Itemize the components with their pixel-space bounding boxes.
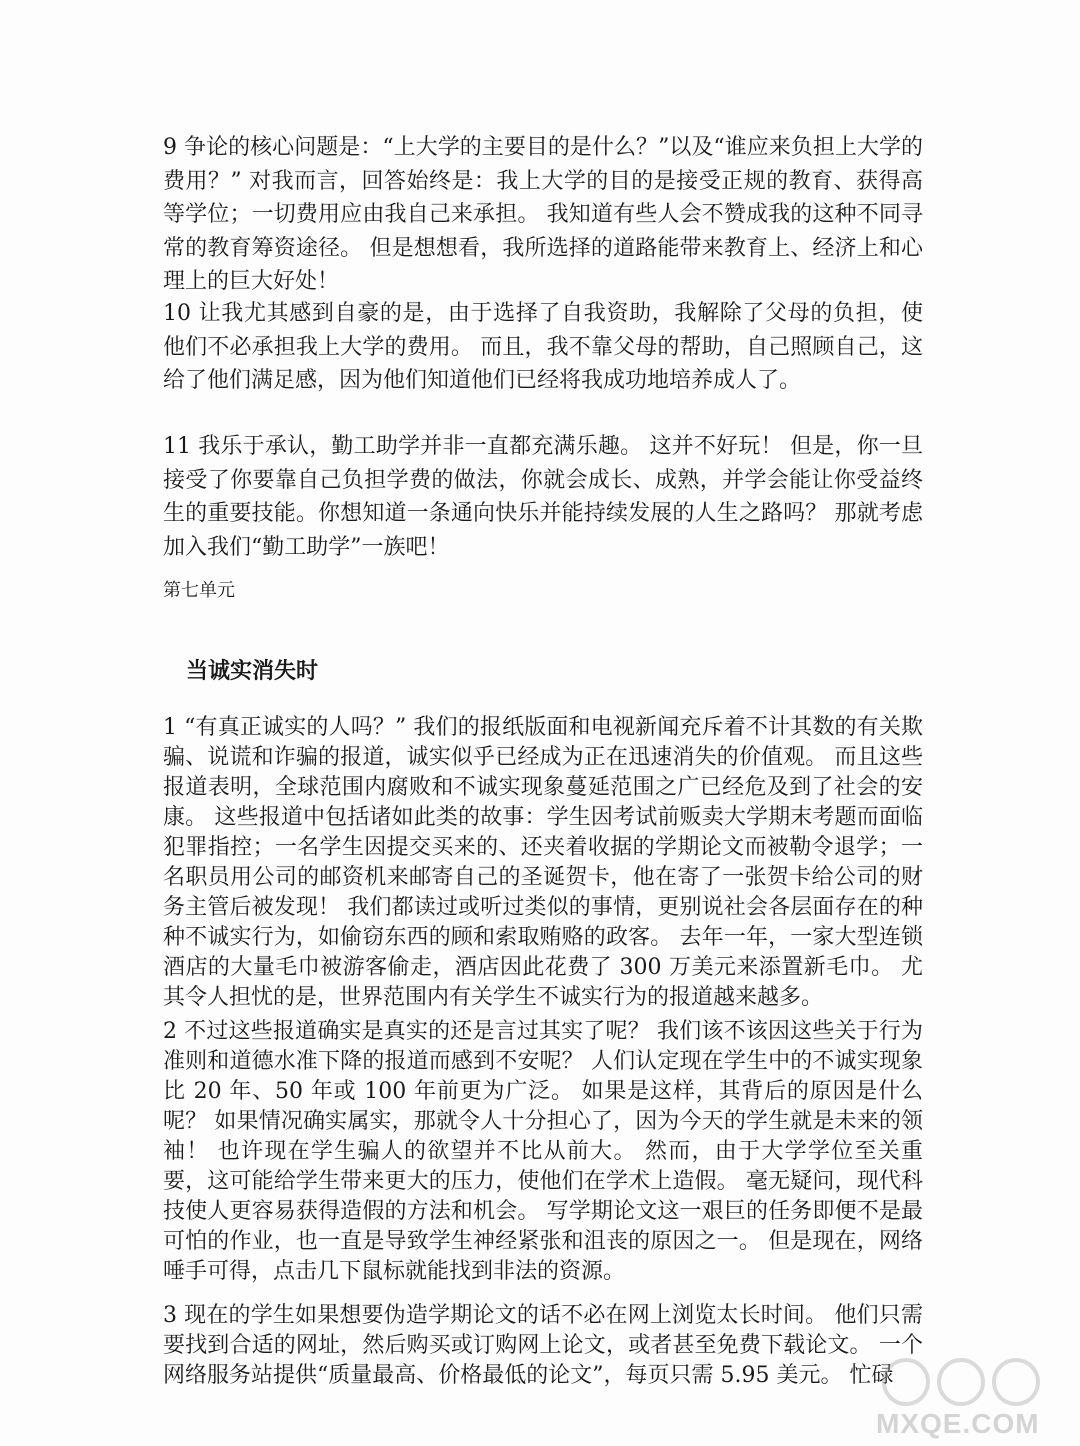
unit-heading: 第七单元 xyxy=(163,580,235,601)
watermark-logo xyxy=(866,1356,1066,1442)
paragraph-9: 9 争论的核心问题是：“上大学的主要目的是什么？”以及“谁应来负担上大学的费用？” 对我而言，回答始终是：我上大学的目的是接受正规的教育、获得高等学位；一切费用应由我自己来承担。 我知道有些人会不赞成我的这种不同寻常的教育筹资途径。 但是想想看，我所选择的道路能带来教育上、经济上和心理上的巨大好处！ xyxy=(163,135,923,294)
paragraph-10: 10 让我尤其感到自豪的是，由于选择了自我资助，我解除了父母的负担，使他们不必承担我上大学的费用。 而且，我不靠父母的帮助，自己照顾自己，这给了他们满足感，因为他们知道他们已经将我成功地培养成人了。 xyxy=(163,301,923,393)
watermark-text: MXQE.COM xyxy=(876,1408,1040,1439)
article-paragraph-3: 3 现在的学生如果想要伪造学期论文的话不必在网上浏览太长时间。 他们只需要找到合适的网址，然后购买或订购网上论文，或者甚至免费下载论文。 一个网络服务站提供“质量最高、价格最低的论文”，每页只需 5.95 美元。 忙碌 xyxy=(163,1303,923,1388)
article-paragraph-2: 2 不过这些报道确实是真实的还是言过其实了呢？ 我们该不该因这些关于行为准则和道德水准下降的报道而感到不安呢？ 人们认定现在学生中的不诚实现象比 20 年、50 年或 100 年前更为广泛。 如果是这样，其背后的原因是什么呢？ 如果情况确实属实，那就令人十分担心了，因为今天的学生就是未来的领袖！ 也许现在学生骗人的欲望并不比从前大。 然而，由于大学学位至关重要，这可能给学生带来更大的压力，使他们在学术上造假。 毫无疑问，现代科技使人更容易获得造假的方法和机会。 写学期论文这一艰巨的任务即便不是最可怕的作业，也一直是导致学生神经紧张和沮丧的原因之一。 但是现在，网络唾手可得，点击几下鼠标就能找到非法的资源。 xyxy=(163,1019,923,1284)
paragraph-11: 11 我乐于承认，勤工助学并非一直都充满乐趣。 这并不好玩！ 但是，你一旦接受了你要靠自己负担学费的做法，你就会成长、成熟，并学会能让你受益终生的重要技能。你想知道一条通向快乐并能持续发展的人生之路吗？ 那就考虑加入我们“勤工助学”一族吧！ xyxy=(163,434,923,560)
article-paragraph-1: 1 “有真正诚实的人吗？” 我们的报纸版面和电视新闻充斥着不计其数的有关欺骗、说谎和诈骗的报道，诚实似乎已经成为正在迅速消失的价值观。 而且这些报道表明，全球范围内腐败和不诚实现象蔓延范围之广已经危及到了社会的安康。 这些报道中包括诸如此类的故事：学生因考试前贩卖大学期末考题而面临犯罪指控；一名学生因提交买来的、还夹着收据的学期论文而被勒令退学；一名职员用公司的邮资机来邮寄自己的圣诞贺卡，他在寄了一张贺卡给公司的财务主管后被发现！ 我们都读过或听过类似的事情，更别说社会各层面存在的种种不诚实行为，如偷窃东西的顾和索取贿赂的政客。 去年一年，一家大型连锁酒店的大量毛巾被游客偷走，酒店因此花费了 300 万美元来添置新毛巾。 尤其令人担忧的是，世界范围内有关学生不诚实行为的报道越来越多。 xyxy=(163,715,923,1010)
article-title: 当诚实消失时 xyxy=(186,658,319,684)
